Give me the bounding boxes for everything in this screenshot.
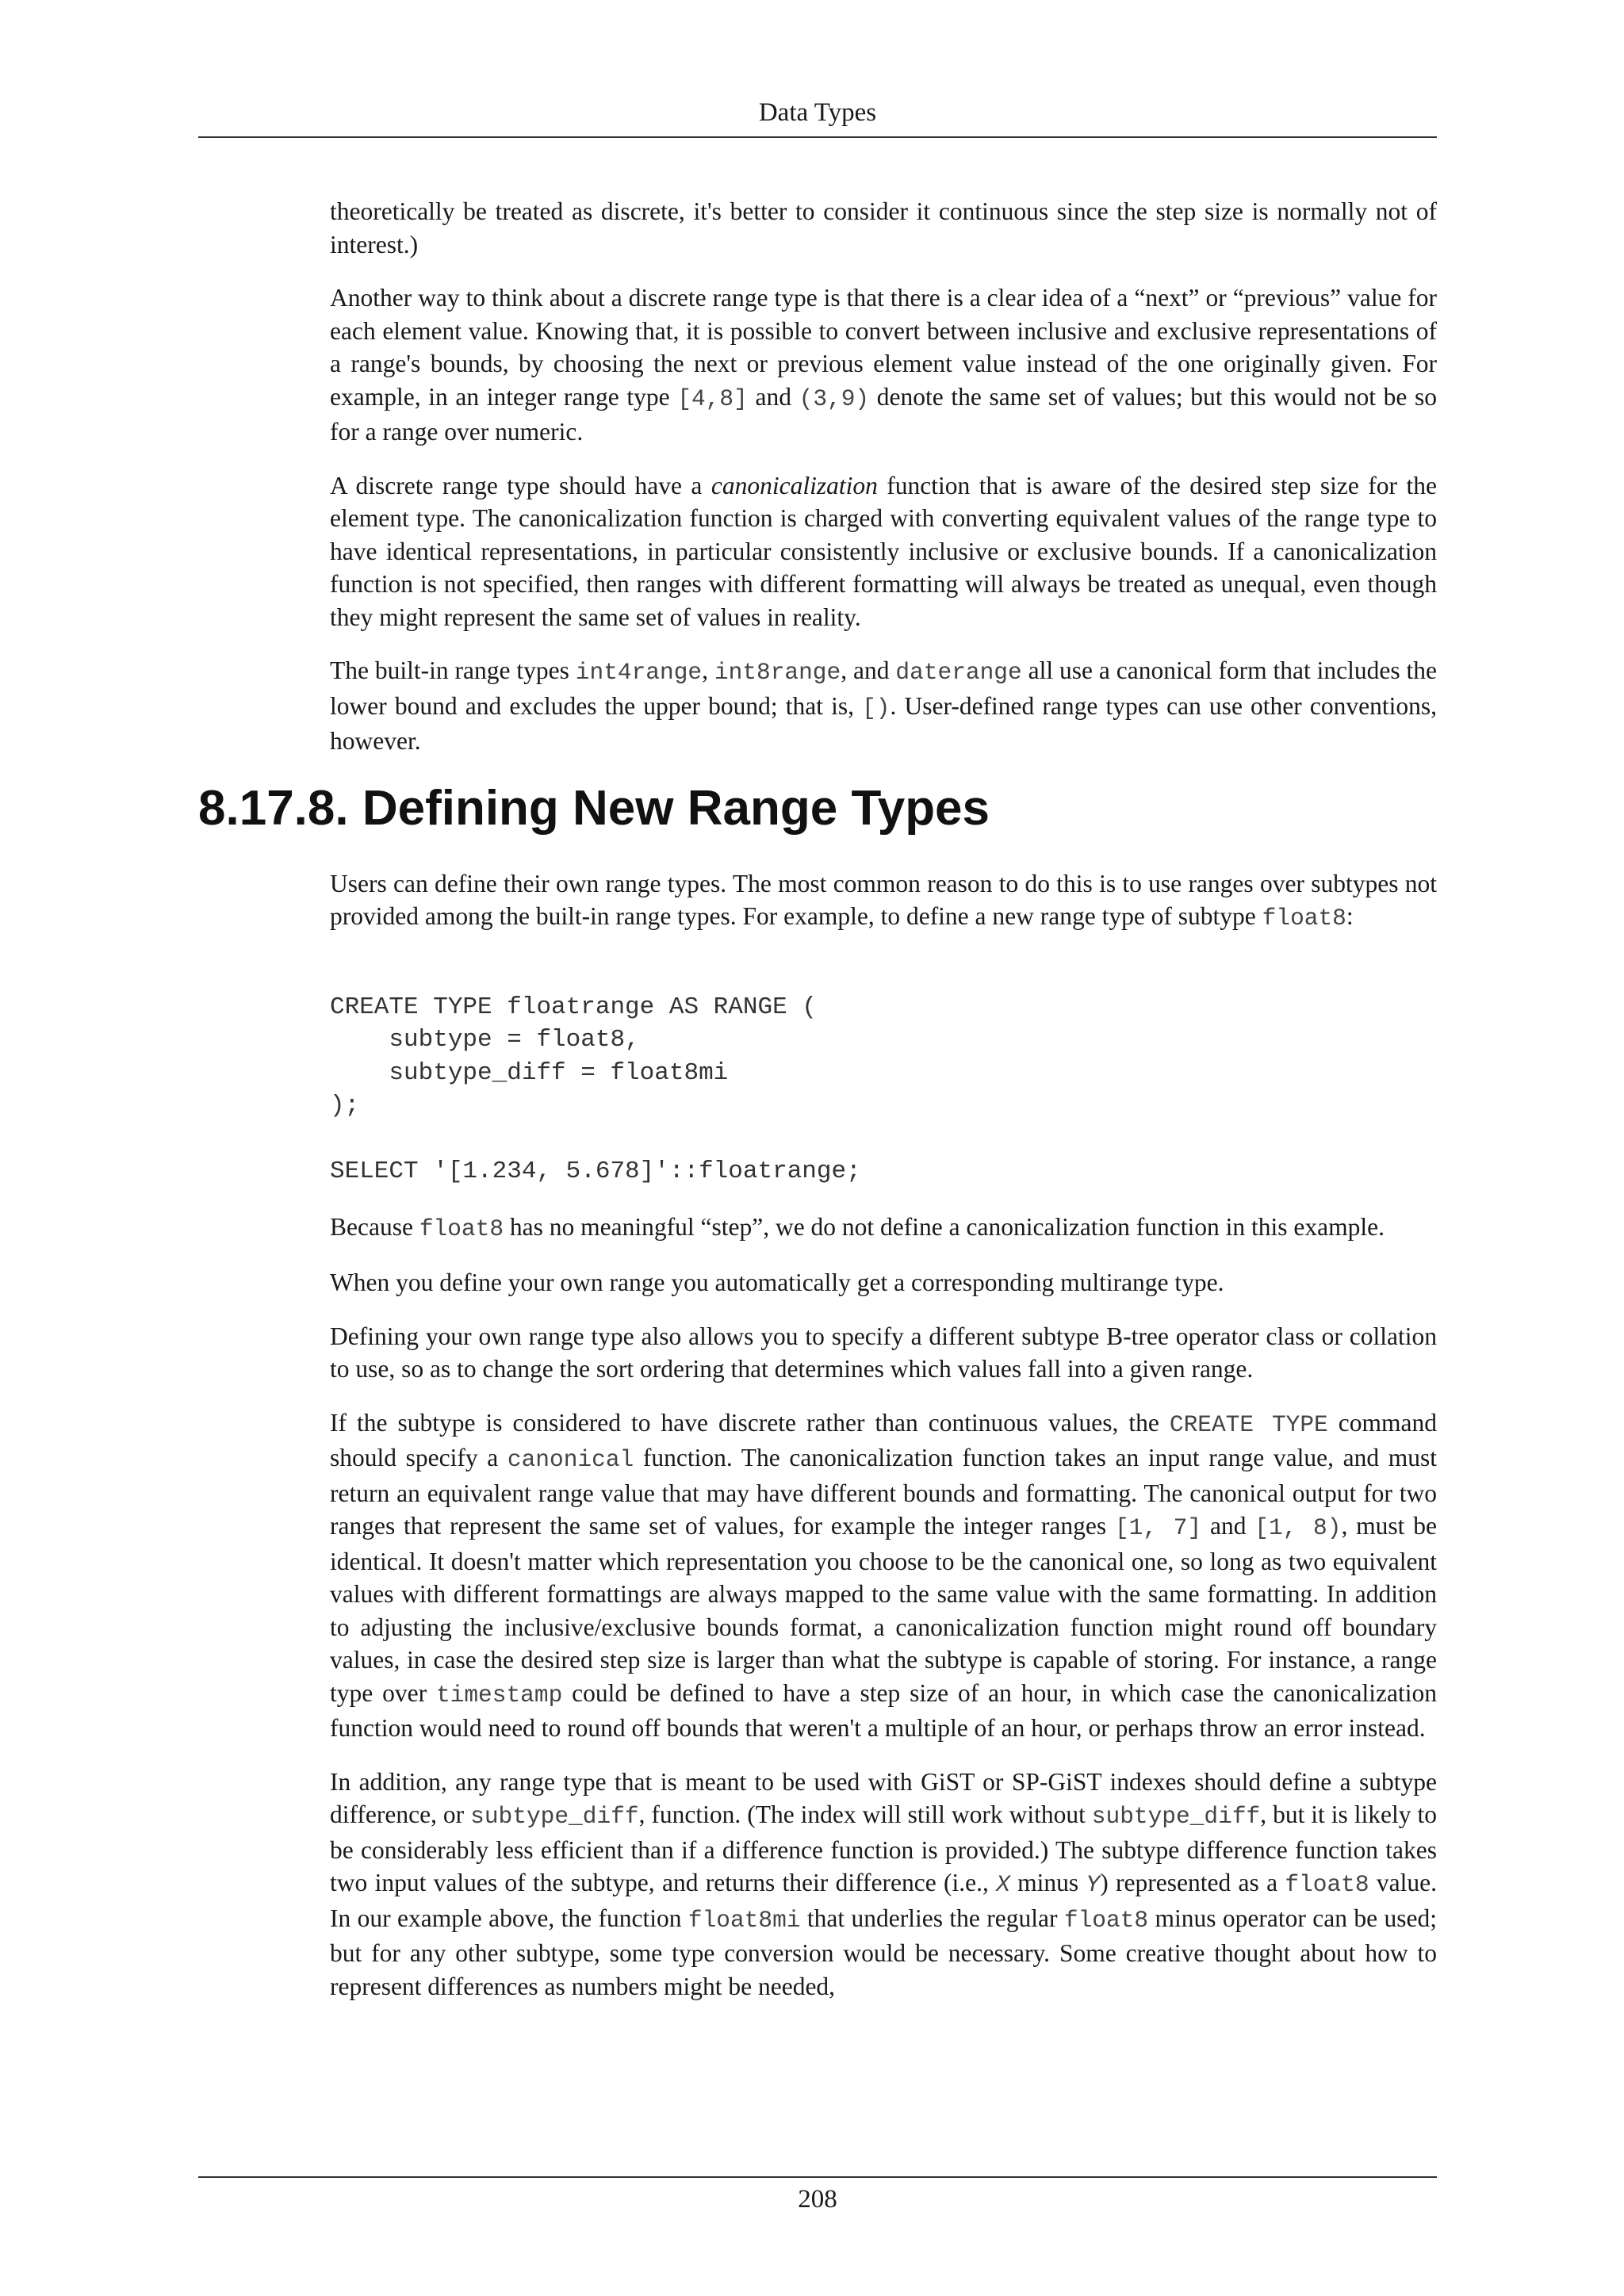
paragraph-built-in-ranges <box>330 654 1437 758</box>
inline-code: [) <box>862 694 891 721</box>
text: , must be identical. It doesn't matter which representation you choose to be the canonical one, so long as two equivalent values with different formattings are always mapped to the same value with the same formatting. In addition to adjusting the inclusive/exclusive bounds format, a canonicalization function might round off boundary values, in case the desired step size is larger than what the subtype is capable of storing. For instance, a range type over <box>330 1512 1437 1707</box>
inline-code: subtype_diff <box>470 1803 639 1830</box>
inline-code: [4,8] <box>677 385 748 412</box>
inline-code: daterange <box>895 659 1022 686</box>
inline-code: float8 <box>1285 1871 1369 1898</box>
inline-code: [1, 7] <box>1114 1514 1202 1541</box>
text: minus <box>1009 1869 1086 1896</box>
header-rule <box>198 136 1437 138</box>
paragraph-canonicalization <box>330 469 1437 634</box>
text: function. The canonicalization function takes an input range value, and must return an equivalent range value that may have different bounds and formatting. The canonical output for two ranges that represent the same set of values, for example the integer ranges <box>330 1444 1437 1540</box>
emphasis: canonicalization <box>710 471 878 499</box>
page-body <box>198 195 1438 2023</box>
text: ) represented as a <box>1100 1869 1285 1896</box>
text: that underlies the regular <box>800 1904 1064 1932</box>
page-number: 208 <box>798 2185 837 2214</box>
text: could be defined to have a step size of an hour, in which case the canonicalization function would need to round off bounds that weren't a multiple of an hour, or perhaps throw an error instead. <box>330 1678 1437 1742</box>
text: , but it is likely to be considerably less efficient than if a difference function is provided.) The subtype difference function takes two input values of the subtype, and returns their difference (i.e., <box>330 1800 1437 1896</box>
text: value. In our example above, the function <box>330 1869 1437 1932</box>
text: : <box>1346 902 1354 930</box>
inline-code: int8range <box>714 659 841 686</box>
text: . User-defined range types can use other conventions, however. <box>330 691 1437 755</box>
text: minus operator can be used; but for any other subtype, some type conversion would be necessary. Some creative thought about how to represent differences as numbers might be needed, <box>330 1904 1437 2000</box>
text: has no meaningful “step”, we do not define a canonicalization function in this example. <box>504 1212 1385 1241</box>
text: If the subtype is considered to have discrete rather than continuous values, the <box>330 1408 1170 1437</box>
inline-code: float8 <box>1262 905 1346 932</box>
inline-code: float8 <box>419 1215 504 1242</box>
paragraph-multirange: When you define your own range you automatically get a corresponding multirange type. <box>330 1269 1224 1296</box>
paragraph-next-previous <box>330 281 1437 449</box>
text: A discrete range type should have a <box>330 471 711 499</box>
text: , and <box>841 656 896 684</box>
inline-code: timestamp <box>435 1681 563 1709</box>
paragraph-no-step <box>330 1211 1437 1246</box>
text: and <box>1201 1512 1255 1540</box>
text: denote the same set of values; but this would not be so for a range over numeric. <box>330 382 1438 446</box>
inline-code: (3,9) <box>799 385 870 412</box>
footer-rule <box>198 2176 1437 2178</box>
text: function that is aware of the desired step size for the element type. The canonicalization function is charged with converting equivalent values of the range type to have identical representations, in particular consistently inclusive or exclusive bounds. If a canonicalization function is not specified, then ranges with different formatting will always be treated as unequal, even though they might represent the same set of values in reality. <box>330 471 1437 631</box>
variable: X <box>996 1871 1010 1898</box>
text: and <box>747 382 799 411</box>
inline-code: [1, 8) <box>1254 1514 1342 1541</box>
code-example: CREATE TYPE floatrange AS RANGE ( subtype = float8, subtype_diff = float8mi ); SELECT '[1.234, 5.678]'::floatrange; <box>330 993 861 1185</box>
text: In addition, any range type that is meant to be used with GiST or SP-GiST indexes should define a subtype difference, or <box>330 1767 1437 1828</box>
text: Because <box>330 1212 419 1241</box>
paragraph-user-defined <box>330 867 1437 936</box>
paragraph-subtype-diff <box>330 1766 1437 2003</box>
paragraph-canonical-function <box>330 1406 1437 1745</box>
paragraph-step-size: theoretically be treated as discrete, it's better to consider it continuous since the step size is normally not of interest.) <box>330 197 1437 258</box>
text: , <box>702 656 714 684</box>
inline-code: subtype_diff <box>1091 1803 1261 1830</box>
text: The built-in range types <box>330 656 576 684</box>
text: command should specify a <box>330 1408 1438 1471</box>
inline-code: CREATE TYPE <box>1169 1410 1328 1438</box>
variable: Y <box>1086 1871 1101 1898</box>
inline-code: canonical <box>507 1446 634 1473</box>
text: Users can define their own range types. The most common reason to do this is to use ranges over subtypes not provided among the built-in range types. For example, to define a new range type of subtype <box>330 869 1437 930</box>
text: Another way to think about a discrete range type is that there is a clear idea of a “next” or “previous” value for each element value. Knowing that, it is possible to convert between inclusive and exclusive representations of a range's bounds, by choosing the next or previous element value instead of the one originally given. For example, in an integer range type <box>330 284 1437 411</box>
paragraph-btree-collation: Defining your own range type also allows you to specify a different subtype B-tree operator class or collation to use, so as to change the sort ordering that determines which values fall into a given range. <box>330 1322 1437 1383</box>
inline-code: float8 <box>1063 1906 1149 1934</box>
section-heading: 8.17.8. Defining New Range Types <box>198 780 990 836</box>
inline-code: float8mi <box>688 1906 801 1934</box>
text: , function. (The index will still work without <box>638 1800 1092 1828</box>
running-header: Data Types <box>758 98 877 127</box>
text: all use a canonical form that includes the lower bound and excludes the upper bound; that is, <box>330 656 1438 720</box>
inline-code: int4range <box>575 659 703 686</box>
